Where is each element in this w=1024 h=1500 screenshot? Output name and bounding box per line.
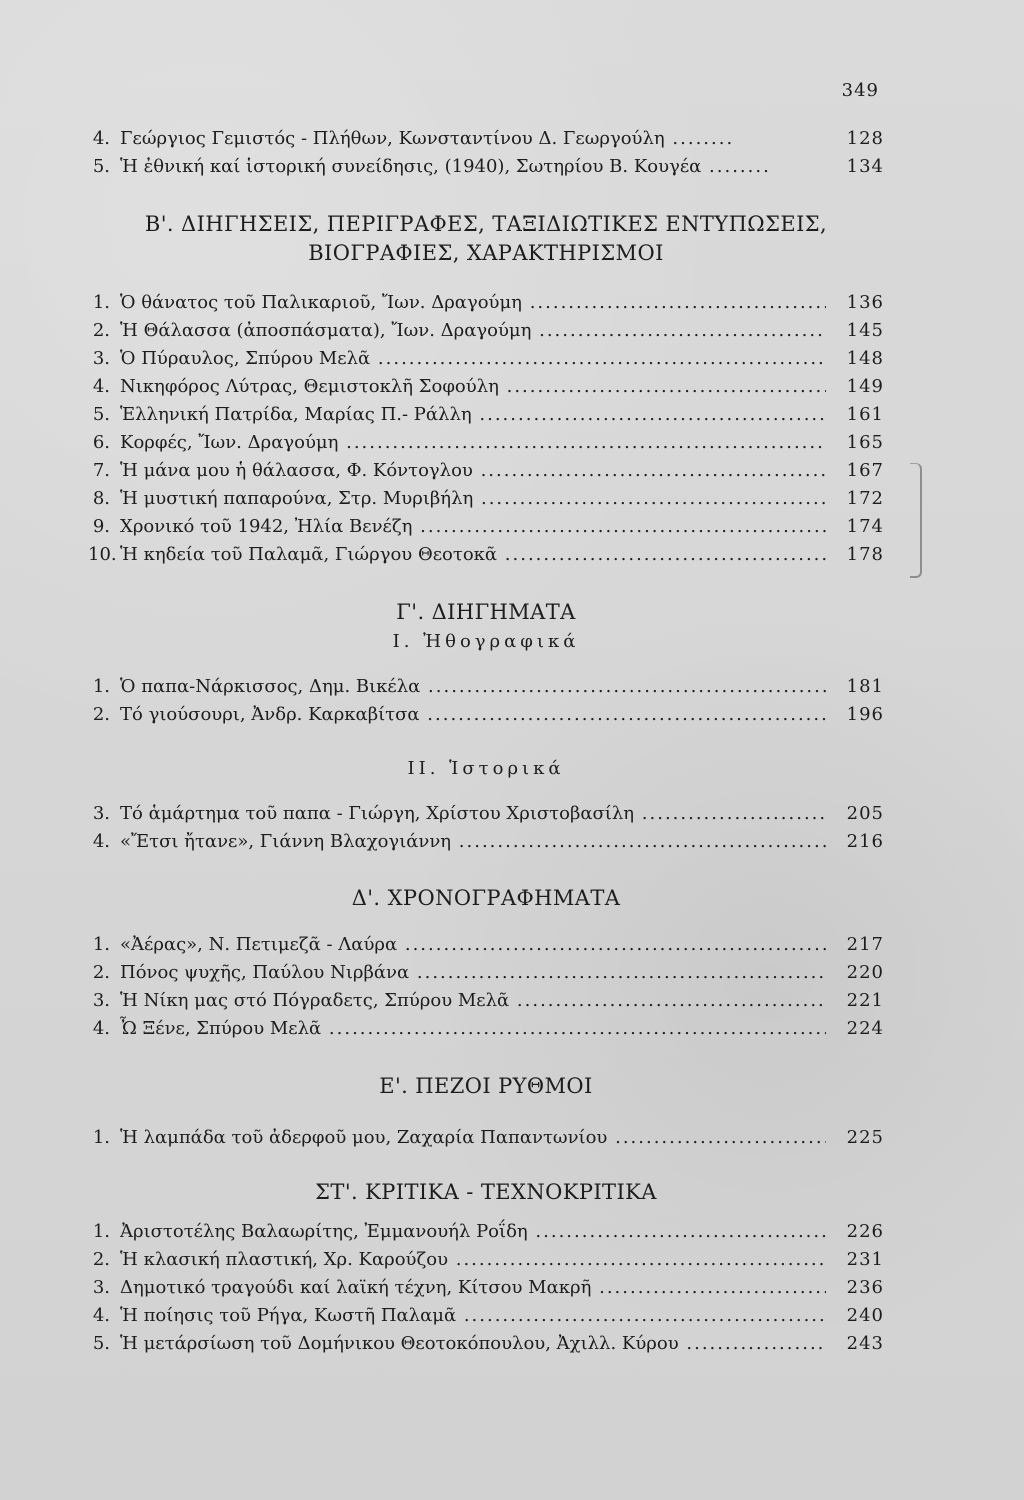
entry-page: 220	[846, 962, 884, 983]
entry-number: 5.	[92, 404, 110, 425]
sub-heading-ethographika: Ι. Ἠθογραφικά	[392, 631, 580, 652]
entry-page: 181	[846, 676, 884, 697]
entry-page: 145	[846, 320, 884, 341]
entry-title: «Ἀέρας», Ν. Πετιμεζᾶ - Λαύρα .....	[120, 931, 826, 959]
section-heading-f: ΣΤ'. ΚΡΙΤΙΚΑ - ΤΕΧΝΟΚΡΙΤΙΚΑ	[315, 1180, 657, 1204]
entry-page: 217	[846, 934, 884, 955]
entry-number: 2.	[92, 320, 110, 341]
entry-number: 2.	[92, 704, 110, 725]
entry-number: 10.	[88, 544, 117, 565]
list-item	[88, 457, 884, 485]
list-item	[88, 373, 884, 401]
entry-number: 4.	[92, 128, 110, 149]
entry-title: Πόνος ψυχῆς, Παύλου Νιρβάνα .....	[120, 959, 826, 987]
list-item	[88, 153, 884, 181]
entry-title: Ὦ Ξένε, Σπύρου Μελᾶ .....	[120, 1015, 826, 1043]
margin-bracket-mark	[910, 463, 922, 578]
list-item	[88, 1246, 884, 1274]
list-item	[88, 289, 884, 317]
list-item	[88, 317, 884, 345]
entry-title: Τό ἁμάρτημα τοῦ παπα - Γιώργη, Χρίστου Χριστοβασίλη .....	[120, 800, 826, 828]
entry-number: 4.	[92, 376, 110, 397]
entry-number: 1.	[92, 1221, 110, 1242]
entry-title: Ἡ μυστική παπαρούνα, Στρ. Μυριβήλη .....	[120, 485, 826, 513]
entry-title: Ἡ κηδεία τοῦ Παλαμᾶ, Γιώργου Θεοτοκᾶ .....	[120, 541, 826, 569]
entry-title: Δημοτικό τραγούδι καί λαϊκή τέχνη, Κίτσου Μακρῆ .....	[120, 1274, 826, 1302]
list-item	[88, 1015, 884, 1043]
list-item	[88, 1302, 884, 1330]
sub-heading-istorika: ΙΙ. Ἱστορικά	[407, 758, 565, 779]
section-heading-d: Δ'. ΧΡΟΝΟΓΡΑΦΗΜΑΤΑ	[351, 886, 621, 910]
entry-number: 4.	[92, 1018, 110, 1039]
list-item	[88, 541, 884, 569]
list-item	[88, 828, 884, 856]
entry-page: 205	[846, 803, 884, 824]
entry-number: 2.	[92, 1249, 110, 1270]
entry-title: Ἡ λαμπάδα τοῦ ἀδερφοῦ μου, Ζαχαρία Παπαντωνίου .....	[120, 1124, 826, 1152]
entry-number: 7.	[92, 460, 110, 481]
entry-page: 167	[846, 460, 884, 481]
list-item	[88, 800, 884, 828]
entry-number: 3.	[92, 803, 110, 824]
list-item	[88, 959, 884, 987]
entry-page: 134	[846, 156, 884, 177]
list-item	[88, 1218, 884, 1246]
entry-number: 5.	[92, 1333, 110, 1354]
list-item	[88, 673, 884, 701]
entry-page: 174	[846, 516, 884, 537]
entry-page: 165	[846, 432, 884, 453]
entry-number: 1.	[92, 676, 110, 697]
entry-title: Ὁ Πύραυλος, Σπύρου Μελᾶ .....	[120, 345, 826, 373]
entry-title: Ἑλληνική Πατρίδα, Μαρίας Π.- Ράλλη .....	[120, 401, 826, 429]
entry-number: 1.	[92, 934, 110, 955]
section-heading-c: Γ'. ΔΙΗΓΗΜΑΤΑ	[396, 600, 576, 624]
entry-page: 221	[846, 990, 884, 1011]
list-item	[88, 987, 884, 1015]
entry-number: 4.	[92, 831, 110, 852]
list-item	[88, 1330, 884, 1358]
entry-title: Ἡ μετάρσίωση τοῦ Δομήνικου Θεοτοκόπουλου, Ἀχιλλ. Κύρου .....	[120, 1330, 826, 1358]
entry-title: Ἡ κλασική πλαστική, Χρ. Καρούζου .....	[120, 1246, 826, 1274]
entry-page: 236	[846, 1277, 884, 1298]
entry-page: 226	[846, 1221, 884, 1242]
entry-page: 225	[846, 1127, 884, 1148]
entry-number: 5.	[92, 156, 110, 177]
entry-number: 1.	[92, 1127, 110, 1148]
entry-page: 149	[846, 376, 884, 397]
entry-page: 136	[846, 292, 884, 313]
entry-number: 9.	[92, 516, 110, 537]
entry-number: 6.	[92, 432, 110, 453]
entry-number: 4.	[92, 1305, 110, 1326]
entry-page: 178	[846, 544, 884, 565]
entry-title: Νικηφόρος Λύτρας, Θεμιστοκλῆ Σοφούλη .....	[120, 373, 826, 401]
section-heading-b-line2: ΒΙΟΓΡΑΦΙΕΣ, ΧΑΡΑΚΤΗΡΙΣΜΟΙ	[308, 241, 664, 265]
entry-page: 224	[846, 1018, 884, 1039]
entry-title: Ἡ ποίησις τοῦ Ρήγα, Κωστῆ Παλαμᾶ .....	[120, 1302, 826, 1330]
entry-page: 172	[846, 488, 884, 509]
entry-title: Κορφές, Ἴων. Δραγούμη .....	[120, 429, 826, 457]
entry-number: 3.	[92, 990, 110, 1011]
entry-page: 128	[846, 128, 884, 149]
page-number: 349	[841, 80, 879, 101]
entry-title: Ἀριστοτέλης Βαλαωρίτης, Ἐμμανουήλ Ροΐδη .....	[120, 1218, 826, 1246]
entry-title: «Ἔτσι ἤτανε», Γιάννη Βλαχογιάννη .....	[120, 828, 826, 856]
entry-page: 240	[846, 1305, 884, 1326]
entry-number: 2.	[92, 962, 110, 983]
list-item	[88, 513, 884, 541]
list-item	[88, 401, 884, 429]
list-item	[88, 485, 884, 513]
entry-title: Ἡ ἐθνική καί ἱστορική συνείδησις, (1940), Σωτηρίου Β. Κουγέα .....	[120, 153, 826, 181]
entry-title: Ἡ Νίκη μας στό Πόγραδετς, Σπύρου Μελᾶ .....	[120, 987, 826, 1015]
entry-title: Ἡ Θάλασσα (ἀποσπάσματα), Ἴων. Δραγούμη .....	[120, 317, 826, 345]
list-item	[88, 429, 884, 457]
entry-title: Τό γιούσουρι, Ἀνδρ. Καρκαβίτσα .....	[120, 701, 826, 729]
entry-page: 196	[846, 704, 884, 725]
entry-title: Ἡ μάνα μου ἡ θάλασσα, Φ. Κόντογλου .....	[120, 457, 826, 485]
entry-title: Χρονικό τοῦ 1942, Ἠλία Βενέζη .....	[120, 513, 826, 541]
list-item	[88, 701, 884, 729]
entry-number: 8.	[92, 488, 110, 509]
section-heading-b-line1: Β'. ΔΙΗΓΗΣΕΙΣ, ΠΕΡΙΓΡΑΦΕΣ, ΤΑΞΙΔΙΩΤΙΚΕΣ ΕΝΤΥΠΩΣΕΙΣ,	[144, 212, 828, 236]
section-heading-e: Ε'. ΠΕΖΟΙ ΡΥΘΜΟΙ	[379, 1074, 593, 1098]
list-item	[88, 931, 884, 959]
entry-page: 231	[846, 1249, 884, 1270]
entry-number: 1.	[92, 292, 110, 313]
entry-number: 3.	[92, 1277, 110, 1298]
entry-title: Ὁ παπα-Νάρκισσος, Δημ. Βικέλα .....	[120, 673, 826, 701]
entry-title: Γεώργιος Γεμιστός - Πλήθων, Κωνσταντίνου Δ. Γεωργούλη .....	[120, 125, 826, 153]
entry-page: 216	[846, 831, 884, 852]
entry-number: 3.	[92, 348, 110, 369]
entry-page: 243	[846, 1333, 884, 1354]
list-item	[88, 345, 884, 373]
entry-page: 148	[846, 348, 884, 369]
entry-title: Ὁ θάνατος τοῦ Παλικαριοῦ, Ἴων. Δραγούμη .....	[120, 289, 826, 317]
entry-page: 161	[846, 404, 884, 425]
list-item	[88, 125, 884, 153]
list-item	[88, 1124, 884, 1152]
list-item	[88, 1274, 884, 1302]
